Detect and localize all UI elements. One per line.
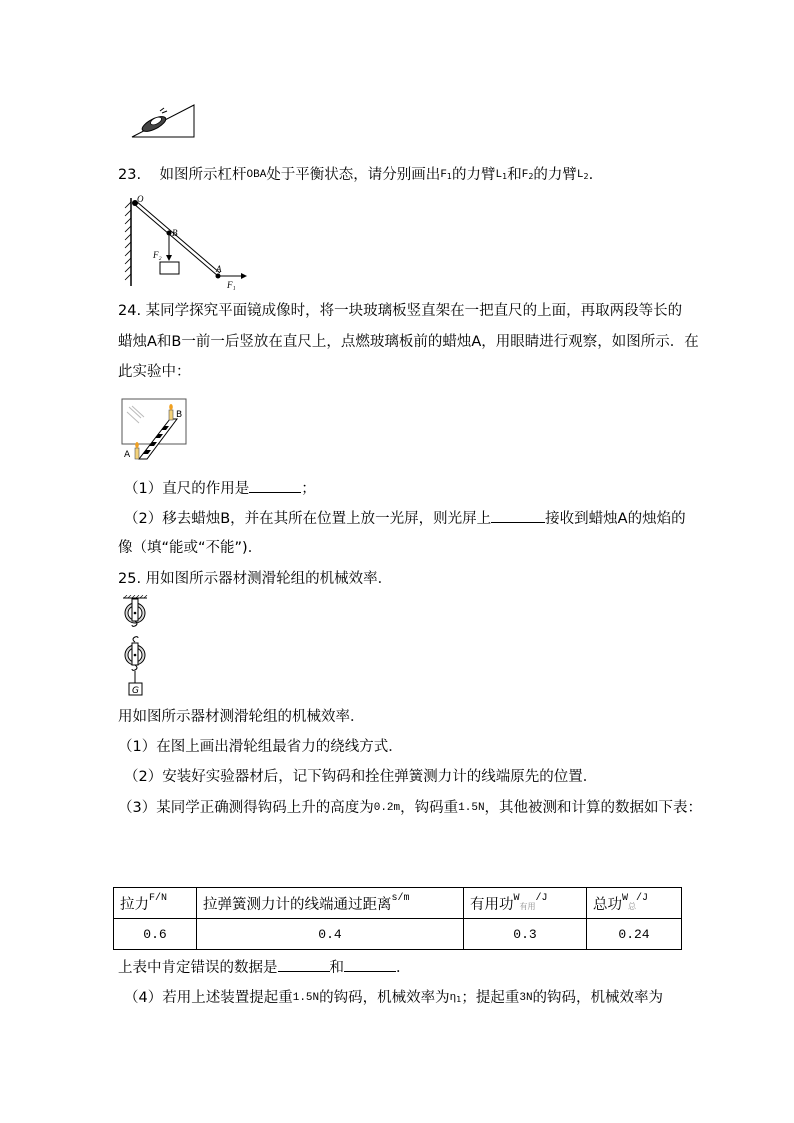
cell-total-work: 0.24 (587, 919, 682, 950)
data-table (113, 887, 682, 950)
header-force (114, 888, 197, 919)
incline-car-figure (118, 100, 198, 140)
subscript: 1 (456, 995, 462, 1004)
subscript: 1 (502, 172, 508, 181)
subscript: 1 (446, 172, 453, 181)
question-25-title: 25. 用如图所示器材测滑轮组的机械效率． (118, 571, 393, 587)
eta-symbol: η (449, 992, 457, 1004)
label-o: O (137, 194, 144, 204)
car-icon (140, 114, 168, 135)
text: 总功 (593, 896, 622, 913)
text: ； (301, 481, 316, 497)
question-number: 23. (118, 167, 142, 183)
header-useful-work (464, 888, 587, 919)
text: 和 (329, 960, 344, 976)
pulley-figure (118, 595, 158, 700)
text: 上表中肯定错误的数据是 (118, 960, 278, 976)
question-25-wrong-data (118, 957, 411, 978)
symbol: W (622, 892, 629, 904)
symbol: W (513, 892, 520, 904)
question-23-text (118, 165, 593, 187)
movable-pulley-icon (125, 637, 145, 683)
unit: F/N (149, 892, 168, 904)
subscript: 2 (583, 172, 589, 181)
question-24-line2: 蜡烛A和B一前一后竖放在直尺上，点燃玻璃板前的蜡烛A，用眼睛进行观察，如图所示．在 (118, 334, 699, 350)
question-25-step1: （1）在图上画出滑轮组最省力的绕线方式． (118, 739, 403, 755)
label-a: A (216, 264, 222, 274)
height-value: 0.2m (373, 802, 401, 814)
text: ． (396, 960, 411, 976)
lever-name: OBA (246, 169, 267, 181)
subscript: 有用 (519, 901, 536, 911)
text: （1）直尺的作用是 (124, 481, 250, 497)
text: 的钩码，机械效率为 (319, 990, 450, 1006)
question-24-line1: 24. 某同学探究平面镜成像时，将一块玻璃板竖直架在一把直尺的上面，再取两段等长的 (118, 303, 683, 319)
question-24-part1 (124, 478, 316, 499)
cell-distance: 0.4 (197, 919, 464, 950)
table-header-row (114, 888, 682, 919)
mirror-candle-figure (115, 393, 195, 465)
answer-blank-1[interactable] (249, 478, 301, 493)
weight-1: 1.5N (292, 992, 320, 1004)
header-distance (197, 888, 464, 919)
answer-blank-4[interactable] (344, 957, 396, 972)
question-25-step3 (118, 798, 702, 818)
label-a: A (124, 450, 131, 460)
text: （2）移去蜡烛B，并在其所在位置上放一光屏，则光屏上 (124, 511, 492, 527)
text: 拉力 (120, 896, 149, 913)
question-25-repeat: 用如图所示器材测滑轮组的机械效率． (118, 709, 365, 725)
label-b: B (172, 228, 178, 238)
table-row (114, 919, 682, 950)
answer-blank-3[interactable] (278, 957, 330, 972)
unit: /J (535, 892, 548, 904)
text: ，其他被测和计算的数据如下表： (484, 800, 703, 816)
text: 拉弹簧测力计的线端通过距离 (203, 896, 392, 913)
text: . (588, 167, 594, 183)
question-25-step2: （2）安装好实验器材后，记下钩码和拴住弹簧测力计的线端原先的位置． (124, 769, 598, 785)
cell-useful-work: 0.3 (464, 919, 587, 950)
symbol-f1: F (440, 169, 447, 181)
symbol-f2: F (521, 169, 529, 181)
text: 接收到蜡烛A的烛焰的 (545, 511, 686, 527)
weight-2: 3N (519, 992, 533, 1004)
question-24-part2-cont: 像（填“能或“不能”)． (118, 540, 263, 556)
text: ；提起重 (461, 990, 520, 1006)
text: （4）若用上述装置提起重 (124, 990, 293, 1006)
question-24-line3: 此实验中： (118, 364, 191, 380)
text: 和 (507, 167, 522, 183)
text: 的力臂 (452, 167, 496, 183)
symbol-l2: L (576, 169, 584, 181)
text: （3）某同学正确测得钩码上升的高度为 (118, 800, 374, 816)
weight-label: G (132, 686, 139, 696)
cell-force: 0.6 (114, 919, 197, 950)
text: ，钩码重 (400, 800, 459, 816)
fixed-pulley-icon (125, 599, 145, 626)
unit: /J (636, 892, 649, 904)
weight-value: 1.5N (458, 802, 485, 814)
question-25-step4 (124, 988, 663, 1010)
subscript: 2 (528, 172, 534, 181)
text: 有用功 (470, 896, 514, 913)
question-24-part2 (124, 508, 686, 529)
text: 处于平衡状态，请分别画出 (266, 167, 441, 183)
subscript: 总 (628, 901, 637, 911)
lever-figure (115, 192, 255, 290)
text: 如图所示杠杆 (159, 167, 247, 183)
label-b: B (176, 410, 183, 420)
header-total-work (587, 888, 682, 919)
label-f2: F₂ (153, 250, 162, 260)
symbol-l1: L (495, 169, 503, 181)
unit: s/m (391, 892, 410, 904)
answer-blank-2[interactable] (491, 508, 545, 523)
label-f1: F₁ (227, 280, 236, 290)
text: 的力臂 (533, 167, 577, 183)
text: 的钩码，机械效率为 (532, 990, 664, 1006)
